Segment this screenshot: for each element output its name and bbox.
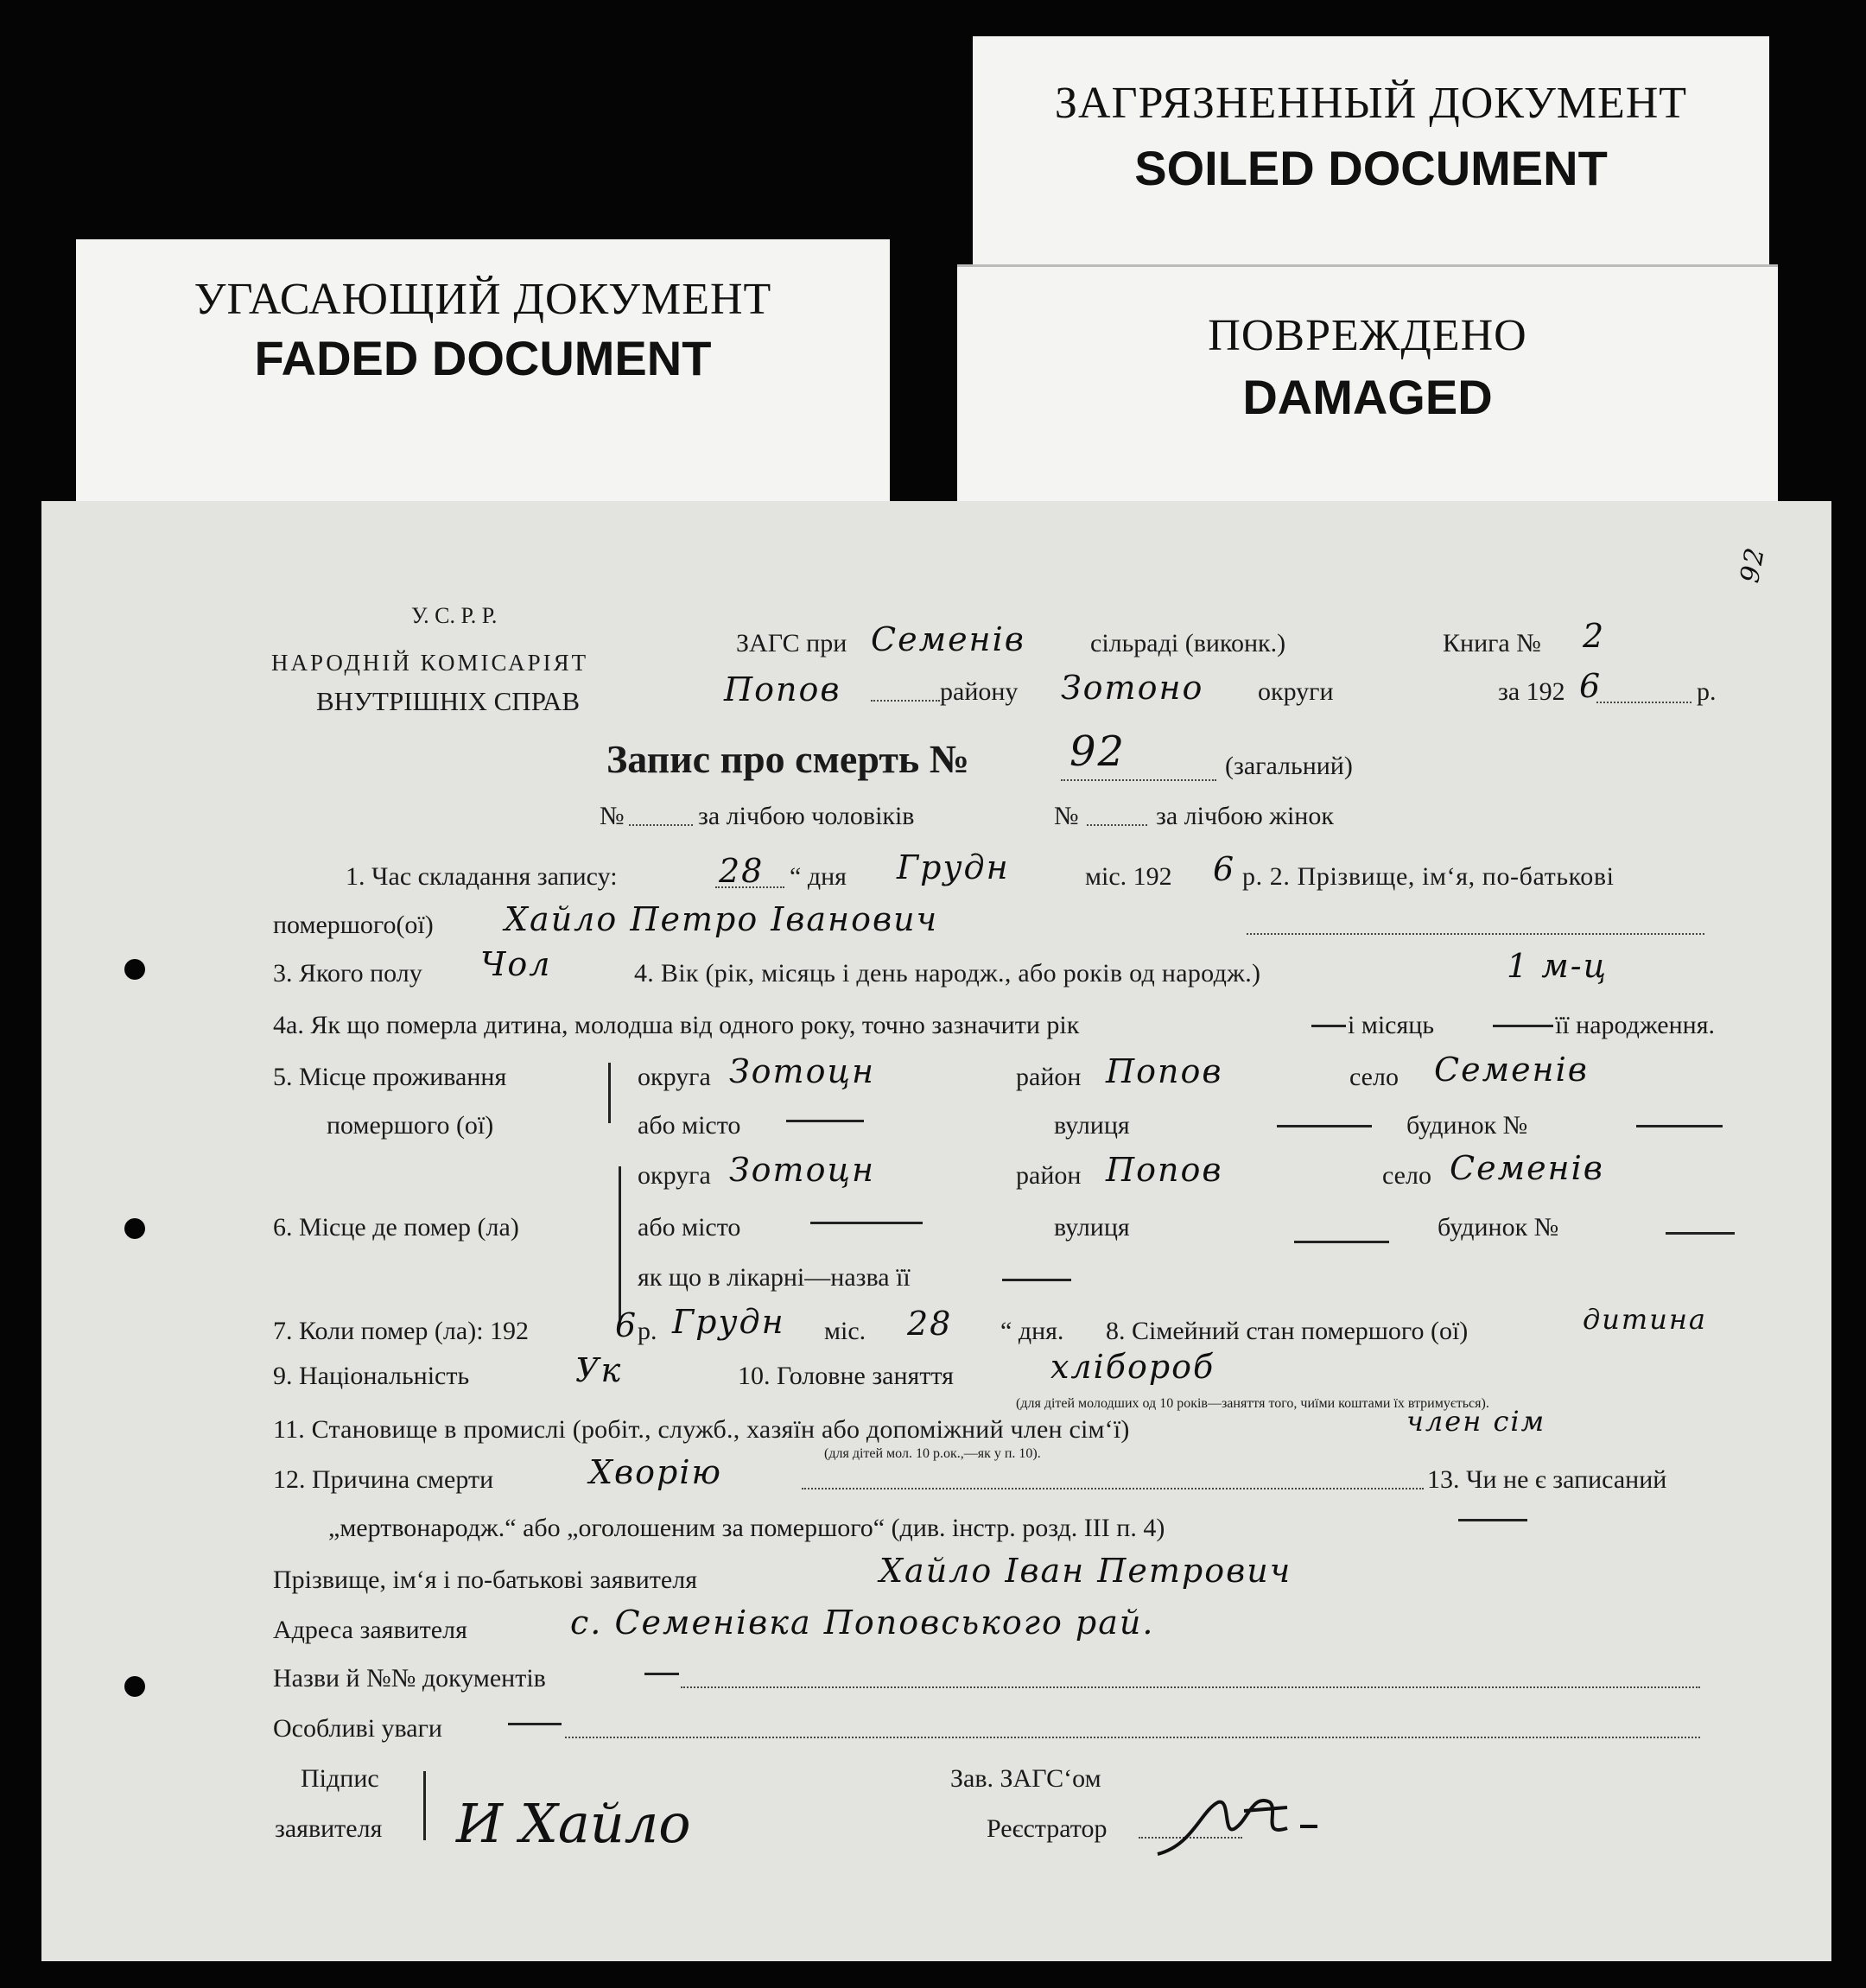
sign-label-2: заявителя bbox=[275, 1814, 383, 1843]
okrug-label: округи bbox=[1258, 677, 1334, 706]
field-1-day: 28 bbox=[719, 852, 765, 890]
okrug-label: округа bbox=[638, 1063, 711, 1091]
occupation: хлібороб bbox=[1050, 1348, 1215, 1386]
ministry-line-2: ВНУТРІШНІХ СПРАВ bbox=[316, 686, 581, 716]
page-number: 92 bbox=[1735, 543, 1771, 586]
registrar-signature bbox=[1140, 1776, 1330, 1871]
soiled-label-ru: ЗАГРЯЗНЕННЫЙ ДОКУМЕНТ bbox=[1054, 79, 1688, 128]
damaged-label-en: DAMAGED bbox=[1242, 370, 1493, 424]
field-6-label: 6. Місце де помер (ла) bbox=[273, 1213, 519, 1242]
faded-label-en: FADED DOCUMENT bbox=[254, 331, 712, 385]
death-place-selo: Семенів bbox=[1450, 1149, 1604, 1187]
applicant-label: Прізвище, ім‘я і по-батькові заявителя bbox=[273, 1566, 698, 1594]
selo-label: село bbox=[1349, 1063, 1399, 1091]
field-11-label: 11. Становище в промислі (робіт., служб., хазяїн або допоміжний член сім‘ї) bbox=[273, 1415, 1130, 1444]
district-label: району bbox=[940, 677, 1019, 706]
punch-hole bbox=[124, 1676, 145, 1697]
cause-of-death: Хворію bbox=[589, 1453, 722, 1491]
field-7-r: р. bbox=[638, 1317, 657, 1345]
damaged-document-label bbox=[957, 264, 1778, 518]
marital-status: дитина bbox=[1583, 1303, 1707, 1336]
registrar-label: Реєстратор bbox=[987, 1814, 1108, 1843]
vulytsia-label: вулиця bbox=[1054, 1111, 1130, 1140]
death-place-okrug: Зотоцн bbox=[729, 1151, 876, 1189]
book-label: Книга № bbox=[1443, 629, 1541, 657]
field-11-note: (для дітей мол. 10 р.ок.,—як у п. 10). bbox=[824, 1446, 1041, 1461]
field-8-label: 8. Сімейний стан помершого (ої) bbox=[1106, 1317, 1469, 1345]
field-4a-mid: і місяць bbox=[1348, 1011, 1435, 1039]
head-zags-label: Зав. ЗАГС‘ом bbox=[950, 1764, 1101, 1793]
field-1-year: 6 bbox=[1213, 850, 1236, 888]
numbering-men: № bbox=[600, 802, 625, 830]
field-1-day-label: “ дня bbox=[790, 862, 847, 891]
year-prefix: за 192 bbox=[1498, 677, 1565, 706]
documents-label: Назви й №№ документів bbox=[273, 1664, 546, 1693]
field-10-note: (для дітей молодших од 10 років—заняття того, чиїми коштами їх втримується). bbox=[1016, 1396, 1489, 1411]
faded-document-label bbox=[76, 239, 890, 516]
field-7-label: 7. Коли помер (ла): 192 bbox=[273, 1317, 530, 1345]
field-7-month-label: міс. bbox=[824, 1317, 866, 1345]
field-2-label: помершого(ої) bbox=[273, 911, 434, 939]
deceased-sex: Чол bbox=[480, 945, 552, 983]
address-label: Адреса заявителя bbox=[273, 1616, 467, 1644]
field-12-label: 12. Причина смерти bbox=[273, 1465, 494, 1494]
rayon-label-2: район bbox=[1016, 1161, 1082, 1190]
field-9-label: 9. Національність bbox=[273, 1362, 470, 1390]
field-4a-end: її народження. bbox=[1555, 1011, 1715, 1039]
field-4a-label: 4а. Як що померла дитина, молодша від одного року, точно зазначити рік bbox=[273, 1011, 1080, 1039]
death-record-form bbox=[41, 501, 1831, 1961]
applicant-signature: И Хайло bbox=[456, 1792, 691, 1855]
residence-selo: Семенів bbox=[1434, 1051, 1589, 1089]
selo-label-2: село bbox=[1382, 1161, 1431, 1190]
title-note: (загальний) bbox=[1225, 752, 1353, 780]
deceased-age: 1 м-ц bbox=[1507, 947, 1609, 985]
zags-prefix: ЗАГС при bbox=[736, 629, 847, 657]
punch-hole bbox=[124, 1218, 145, 1239]
rayon-label: район bbox=[1016, 1063, 1082, 1091]
field-13-line-2: „мертвонародж.“ або „оголошеним за помершого“ (див. інстр. розд. III п. 4) bbox=[328, 1514, 1165, 1542]
deceased-name: Хайло Петро Іванович bbox=[505, 900, 939, 938]
field-4-label: 4. Вік (рік, місяць і день народж., або років од народж.) bbox=[634, 959, 1261, 988]
death-year: 6 bbox=[615, 1306, 638, 1344]
field-1-month: Грудн bbox=[897, 848, 1010, 886]
zags-value: Семенів bbox=[871, 620, 1025, 658]
district-value: Попов bbox=[724, 670, 841, 708]
residence-okrug: Зотоцн bbox=[729, 1052, 876, 1090]
book-value: 2 bbox=[1583, 617, 1606, 655]
soiled-label-en: SOILED DOCUMENT bbox=[1134, 141, 1608, 195]
budynok-label-2: будинок № bbox=[1438, 1213, 1559, 1242]
hospital-label: як що в лікарні—назва її bbox=[638, 1263, 911, 1292]
notes-label: Особливі уваги bbox=[273, 1714, 442, 1743]
zags-suffix: сільраді (виконк.) bbox=[1090, 629, 1286, 657]
applicant-name: Хайло Іван Петрович bbox=[879, 1552, 1292, 1590]
sign-label-1: Підпис bbox=[301, 1764, 379, 1793]
numbering-women-label: за лічбою жінок bbox=[1156, 802, 1334, 830]
vulytsia-label-2: вулиця bbox=[1054, 1213, 1130, 1242]
misto-label-2: або місто bbox=[638, 1213, 741, 1242]
field-1-month-label: міс. 192 bbox=[1085, 862, 1172, 891]
field-1-label: 1. Час складання запису: bbox=[346, 862, 618, 891]
field-3-label: 3. Якого полу bbox=[273, 959, 422, 988]
death-place-rayon: Попов bbox=[1106, 1151, 1223, 1189]
nationality: Ук bbox=[575, 1351, 623, 1389]
ministry-line-1: НАРОДНІЙ КОМІСАРІЯТ bbox=[271, 650, 589, 676]
field-5-label-1: 5. Місце проживання bbox=[273, 1063, 507, 1091]
okrug-label-2: округа bbox=[638, 1161, 711, 1190]
industry-status: член сім bbox=[1406, 1405, 1546, 1438]
soiled-document-label bbox=[973, 36, 1769, 283]
budynok-label: будинок № bbox=[1406, 1111, 1528, 1140]
form-title: Запис про смерть № bbox=[606, 737, 969, 781]
field-5-label-2: помершого (ої) bbox=[327, 1111, 494, 1140]
okrug-value: Зотоно bbox=[1061, 669, 1204, 707]
numbering-women: № bbox=[1054, 802, 1079, 830]
numbering-men-label: за лічбою чоловіків bbox=[698, 802, 915, 830]
death-day: 28 bbox=[907, 1305, 953, 1343]
punch-hole bbox=[124, 959, 145, 980]
year-value: 6 bbox=[1579, 667, 1603, 705]
death-month: Грудн bbox=[672, 1303, 785, 1341]
record-number: 92 bbox=[1069, 727, 1127, 776]
damaged-label-ru: ПОВРЕЖДЕНО bbox=[1208, 311, 1527, 360]
field-13-label: 13. Чи не є записаний bbox=[1427, 1465, 1667, 1494]
field-7-day-label: “ дня. bbox=[1000, 1317, 1064, 1345]
field-10-label: 10. Головне заняття bbox=[738, 1362, 954, 1390]
residence-rayon: Попов bbox=[1106, 1052, 1223, 1090]
faded-label-ru: УГАСАЮЩИЙ ДОКУМЕНТ bbox=[194, 275, 772, 324]
misto-label: або місто bbox=[638, 1111, 741, 1140]
field-1-year-suffix: р. 2. Прізвище, ім‘я, по-батькові bbox=[1242, 862, 1615, 891]
year-suffix: р. bbox=[1697, 677, 1717, 706]
applicant-address: с. Семенівка Поповського рай. bbox=[570, 1604, 1155, 1642]
usrr-heading: У. С. Р. Р. bbox=[411, 603, 498, 628]
